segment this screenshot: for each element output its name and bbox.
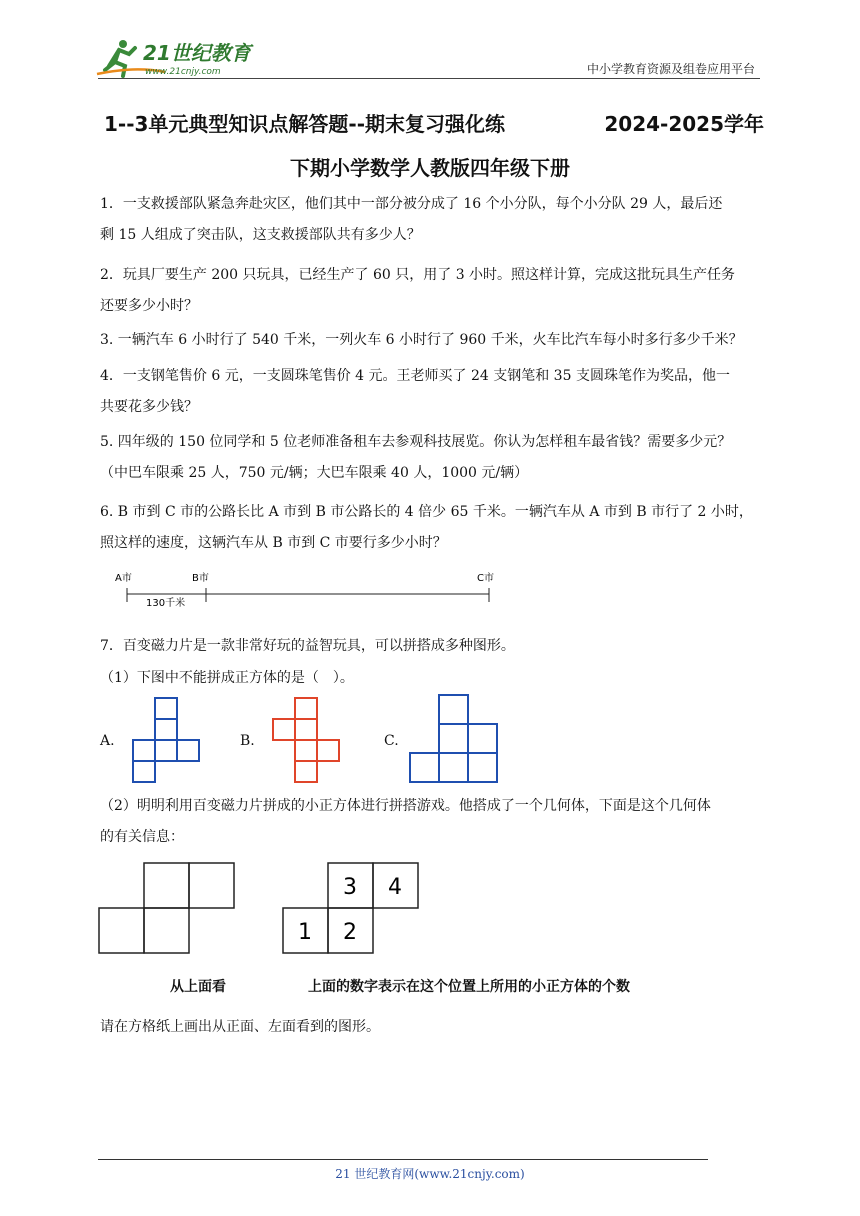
cell-count: 1 xyxy=(298,920,312,945)
q4-line1: 4．一支钢笔售价 6 元，一支圆珠笔售价 4 元。王老师买了 24 支钢笔和 35 支圆珠笔作为奖品，他一 xyxy=(100,368,730,384)
footer-divider xyxy=(98,1159,708,1160)
top-view-grid xyxy=(98,862,238,956)
logo-text: 21世纪教育 xyxy=(143,41,251,65)
site-logo xyxy=(95,36,270,80)
question-5 xyxy=(100,427,770,489)
option-a-net xyxy=(132,697,204,783)
title-main: 1--3单元典型知识点解答题--期末复习强化练 xyxy=(104,112,506,136)
question-4 xyxy=(100,361,770,423)
title-year: 2024-2025学年 xyxy=(604,112,764,136)
header-divider xyxy=(98,78,760,79)
option-c-label: C. xyxy=(384,733,399,749)
cell-count: 3 xyxy=(343,875,357,900)
title-line1 xyxy=(104,108,764,137)
q5-line2: （中巴车限乘 25 人，750 元/辆；大巴车限乘 40 人，1000 元/辆） xyxy=(100,465,529,481)
question-3 xyxy=(100,325,770,356)
q7p2-line1: （2）明明利用百变磁力片拼成的小正方体进行拼搭游戏。他搭成了一个几何体，下面是这个几何体 xyxy=(100,798,711,814)
q6-line2: 照这样的速度，这辆汽车从 B 市到 C 市要行多少小时？ xyxy=(100,535,447,551)
platform-name: 中小学教育资源及组卷应用平台 xyxy=(586,62,755,76)
question-6 xyxy=(100,497,770,559)
question-2 xyxy=(100,260,770,322)
q2-line2: 还要多少小时？ xyxy=(100,298,198,314)
question-7-part2 xyxy=(100,791,770,853)
question-7-intro: 7．百变磁力片是一款非常好玩的益智玩具，可以拼搭成多种图形。 xyxy=(100,638,515,654)
q1-line2: 剩 15 人组成了突击队，这支救援部队共有多少人？ xyxy=(100,227,421,243)
q1-line1: 1．一支救援部队紧急奔赴灾区，他们其中一部分被分成了 16 个小分队，每个小分队 29 人，最后还 xyxy=(100,196,723,212)
question-1 xyxy=(100,189,770,251)
option-c-net xyxy=(408,694,500,784)
title-line2: 下期小学数学人教版四年级下册 xyxy=(290,156,570,180)
caption-numbers: 上面的数字表示在这个位置上所用的小正方体的个数 xyxy=(308,979,630,995)
distance-diagram xyxy=(110,568,500,610)
question-7-end: 请在方格纸上画出从正面、左面看到的图形。 xyxy=(100,1019,380,1035)
ab-distance-label: 130千米 xyxy=(146,598,186,609)
q2-line1: 2．玩具厂要生产 200 只玩具，已经生产了 60 只，用了 3 小时。照这样计算，完成这批玩具生产任务 xyxy=(100,267,736,283)
label-c-city: C市 xyxy=(477,573,494,584)
q6-line1: 6. B 市到 C 市的公路长比 A 市到 B 市公路长的 4 倍少 65 千米。一辆汽车从 A 市到 B 市行了 2 小时， xyxy=(100,504,753,520)
option-a-label: A. xyxy=(100,733,115,749)
option-b-net xyxy=(272,697,344,783)
label-b-city: B市 xyxy=(192,573,209,584)
q3-line1: 3. 一辆汽车 6 小时行了 540 千米，一列火车 6 小时行了 960 千米，火车比汽车每小时多行多少千米？ xyxy=(100,332,743,348)
question-7-part1: （1）下图中不能拼成正方体的是（ ）。 xyxy=(100,670,354,686)
label-a-city: A市 xyxy=(115,573,132,584)
q7p2-line2: 的有关信息： xyxy=(100,829,184,845)
caption-top-view: 从上面看 xyxy=(170,979,226,995)
option-b-label: B. xyxy=(240,733,255,749)
cell-count: 4 xyxy=(388,875,402,900)
footer-text[interactable]: 21 世纪教育网(www.21cnjy.com) xyxy=(335,1167,525,1181)
q4-line2: 共要花多少钱？ xyxy=(100,399,198,415)
q5-line1: 5. 四年级的 150 位同学和 5 位老师准备租车去参观科技展览。你认为怎样租车最省钱？需要多少元？ xyxy=(100,434,732,450)
logo-url: www.21cnjy.com xyxy=(145,67,221,77)
number-grid xyxy=(282,862,422,956)
cell-count: 2 xyxy=(343,920,357,945)
